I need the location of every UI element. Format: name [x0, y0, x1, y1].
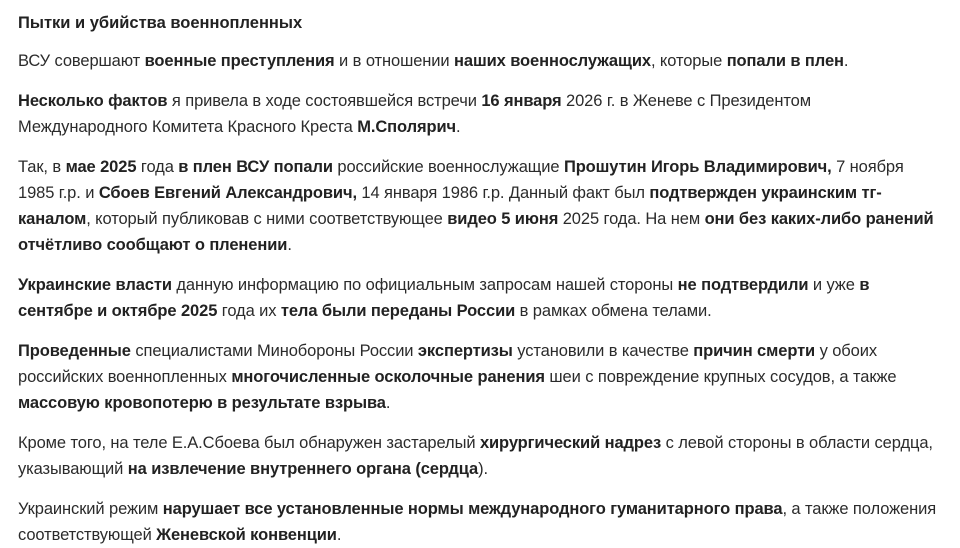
- bold-text: Сбоев Евгений Александрович,: [98, 184, 357, 202]
- text-run: , которые: [650, 52, 727, 70]
- text-run: Кроме того, на теле Е.А.Сбоева был обнаружен застарелый: [18, 434, 480, 452]
- paragraph: [18, 338, 942, 416]
- bold-text: 16 января: [481, 92, 562, 110]
- text-run: у обоих российских военнопленных: [18, 342, 877, 386]
- bold-text: мае 2025: [65, 158, 137, 176]
- text-run: и в отношении: [334, 52, 455, 70]
- text-run: специалистами Минобороны России: [130, 342, 418, 360]
- bold-text: не подтвердили: [677, 276, 809, 294]
- bold-text: на извлечение внутреннего органа (сердца: [127, 460, 479, 478]
- paragraph: [18, 430, 942, 482]
- bold-text: Несколько фактов: [18, 92, 168, 110]
- bold-text: в сентябре и октябре 2025: [18, 276, 870, 320]
- text-run: данную информацию по официальным запросам нашей стороны: [171, 276, 678, 294]
- paragraph: [18, 154, 942, 258]
- text-run: ).: [478, 460, 489, 478]
- text-run: .: [336, 526, 342, 544]
- text-run: ВСУ совершают: [18, 52, 145, 70]
- bold-text: Проведенные: [18, 342, 131, 360]
- paragraph: [18, 496, 942, 548]
- text-run: .: [843, 52, 849, 70]
- paragraph: [18, 272, 942, 324]
- bold-text: экспертизы: [417, 342, 513, 360]
- bold-text: нарушает все установленные нормы международного гуманитарного права: [162, 500, 783, 518]
- text-run: шеи с повреждение крупных сосудов, а также: [544, 368, 897, 386]
- bold-text: тела были переданы России: [280, 302, 516, 320]
- bold-text: попали в плен: [726, 52, 844, 70]
- bold-text: подтвержден украинским тг-каналом: [18, 184, 882, 228]
- bold-text: хирургический надрез: [479, 434, 662, 452]
- text-run: .: [385, 394, 391, 412]
- text-run: Так, в: [18, 158, 66, 176]
- text-run: 2026 г. в Женеве с Президентом Международного Комитета Красного Креста: [18, 92, 811, 136]
- bold-text: Украинские власти: [18, 276, 172, 294]
- text-run: 7 ноября 1985 г.р. и: [18, 158, 904, 202]
- post-body: [18, 48, 942, 548]
- bold-text: наших военнослужащих: [454, 52, 651, 70]
- text-run: , который публиковав с ними соответствующее: [86, 210, 448, 228]
- text-run: я привела в ходе состоявшейся встречи: [167, 92, 482, 110]
- text-run: .: [287, 236, 292, 254]
- text-run: российские военнослужащие: [332, 158, 564, 176]
- text-run: и уже: [808, 276, 860, 294]
- text-run: года: [136, 158, 179, 176]
- bold-text: они без каких-либо ранений отчётливо сообщают о пленении: [18, 210, 934, 254]
- bold-text: причин смерти: [693, 342, 816, 360]
- paragraph: [18, 48, 942, 74]
- text-run: установили в качестве: [512, 342, 694, 360]
- bold-text: массовую кровопотерю в результате взрыва: [18, 394, 386, 412]
- bold-text: Женевской конвенции: [156, 526, 337, 544]
- bold-text: многочисленные осколочные ранения: [231, 368, 545, 386]
- text-run: в рамках обмена телами: [515, 302, 708, 320]
- text-run: 2025 года. На нем: [558, 210, 705, 228]
- text-run: .: [707, 302, 712, 320]
- text-run: Украинский режим: [18, 500, 163, 518]
- text-run: года их: [217, 302, 281, 320]
- text-run: с левой стороны в области сердца, указывающий: [18, 434, 933, 478]
- post-title: Пытки и убийства военнопленных: [18, 14, 303, 32]
- text-run: .: [456, 118, 461, 136]
- bold-text: военные преступления: [144, 52, 335, 70]
- paragraph: [18, 88, 942, 140]
- bold-text: М.Сполярич: [357, 118, 456, 136]
- bold-text: в плен ВСУ попали: [178, 158, 333, 176]
- bold-text: видео 5 июня: [447, 210, 559, 228]
- text-run: 14 января 1986 г.р. Данный факт был: [356, 184, 650, 202]
- bold-text: Прошутин Игорь Владимирович,: [563, 158, 832, 176]
- text-run: , а также положения соответствующей: [18, 500, 937, 544]
